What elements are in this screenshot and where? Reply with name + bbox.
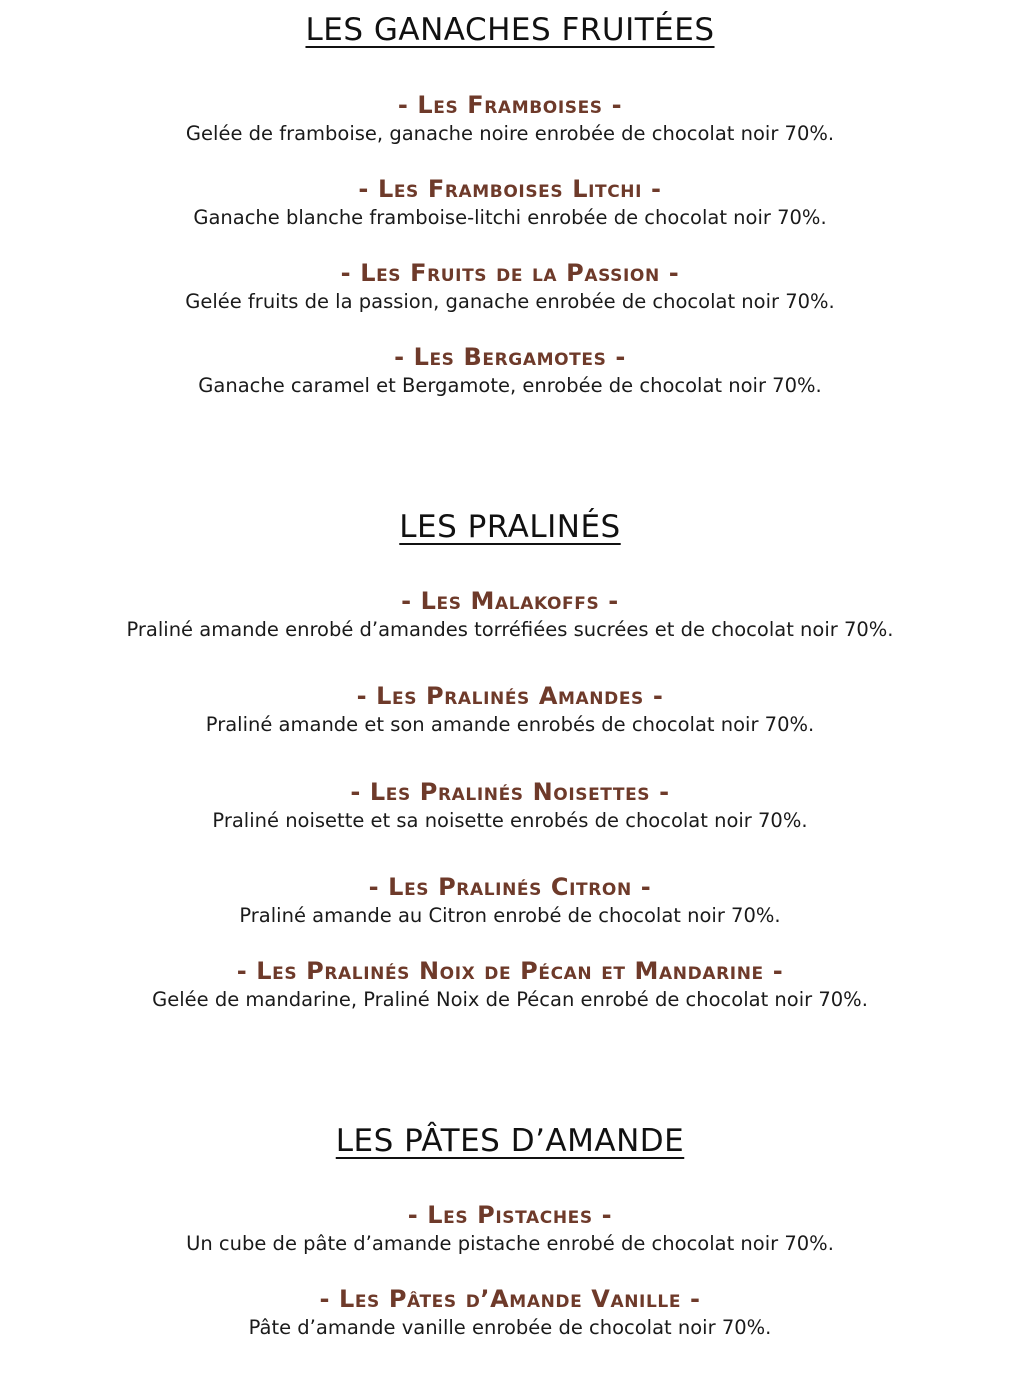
item-name: - Les Framboises Litchi - xyxy=(358,175,662,203)
item-description: Praliné amande au Citron enrobé de chocolat noir 70%. xyxy=(239,904,781,927)
item-description: Gelée fruits de la passion, ganache enrobée de chocolat noir 70%. xyxy=(185,290,835,313)
section-title-pates-amande: LES PÂTES D’AMANDE xyxy=(335,1123,685,1159)
menu-item-bergamotes xyxy=(0,342,1020,400)
item-name: - Les Pâtes d’Amande Vanille - xyxy=(319,1285,701,1313)
item-description: Un cube de pâte d’amande pistache enrobé de chocolat noir 70%. xyxy=(186,1232,834,1255)
item-description: Gelée de mandarine, Praliné Noix de Pécan enrobé de chocolat noir 70%. xyxy=(152,988,868,1011)
item-name: - Les Bergamotes - xyxy=(394,343,626,371)
menu-item-pates-amande-vanille xyxy=(0,1284,1020,1342)
item-description: Pâte d’amande vanille enrobée de chocolat noir 70%. xyxy=(248,1316,772,1339)
section-title-pralines: LES PRALINÉS xyxy=(399,509,621,545)
menu-item-framboises xyxy=(0,90,1020,148)
menu-item-framboises-litchi xyxy=(0,174,1020,232)
menu-item-pistaches xyxy=(0,1200,1020,1258)
item-name: - Les Fruits de la Passion - xyxy=(340,259,680,287)
item-name: - Les Pralinés Noisettes - xyxy=(350,778,670,806)
menu-item-pralines-pecan-mandarine xyxy=(0,956,1020,1014)
section-title-ganaches: LES GANACHES FRUITÉES xyxy=(305,12,715,48)
menu-item-fruits-passion xyxy=(0,258,1020,316)
item-name: - Les Pralinés Amandes - xyxy=(356,682,664,710)
item-description: Gelée de framboise, ganache noire enrobée de chocolat noir 70%. xyxy=(185,122,835,145)
item-name: - Les Malakoffs - xyxy=(401,587,619,615)
item-name: - Les Pistaches - xyxy=(407,1201,613,1229)
item-description: Praliné noisette et sa noisette enrobés de chocolat noir 70%. xyxy=(212,809,808,832)
menu-item-pralines-citron xyxy=(0,872,1020,930)
item-name: - Les Pralinés Citron - xyxy=(368,873,652,901)
item-description: Praliné amande enrobé d’amandes torréfiées sucrées et de chocolat noir 70%. xyxy=(126,618,894,641)
item-description: Praliné amande et son amande enrobés de chocolat noir 70%. xyxy=(205,713,815,736)
item-name: - Les Pralinés Noix de Pécan et Mandarine - xyxy=(236,957,784,985)
item-name: - Les Framboises - xyxy=(397,91,623,119)
menu-item-malakoffs xyxy=(0,586,1020,644)
item-description: Ganache blanche framboise-litchi enrobée de chocolat noir 70%. xyxy=(193,206,827,229)
menu-item-pralines-noisettes xyxy=(0,777,1020,835)
item-description: Ganache caramel et Bergamote, enrobée de chocolat noir 70%. xyxy=(198,374,822,397)
menu-item-pralines-amandes xyxy=(0,681,1020,739)
